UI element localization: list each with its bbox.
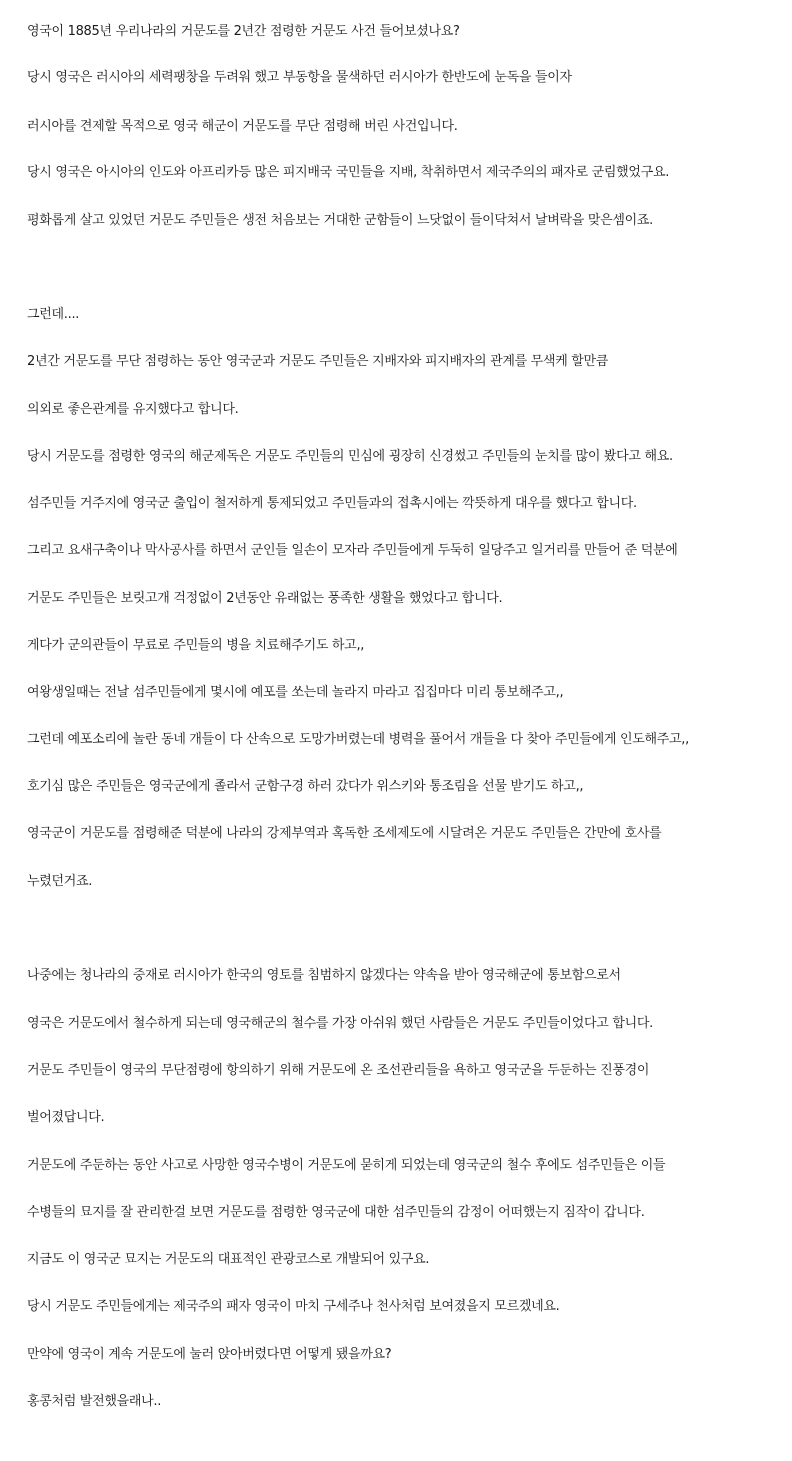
- paragraph-line: 평화롭게 살고 있었던 거문도 주민들은 생전 처음보는 거대한 군함들이 느닷없이 들이닥쳐서 날벼락을 맞은셈이죠.: [27, 213, 653, 228]
- paragraph-line: 지금도 이 영국군 묘지는 거문도의 대표적인 관광코스로 개발되어 있구요.: [27, 1252, 430, 1267]
- paragraph-line: 호기심 많은 주민들은 영국군에게 졸라서 군함구경 하러 갔다가 위스키와 통조림을 선물 받기도 하고,,: [27, 779, 584, 794]
- paragraph-line: 러시아를 견제할 목적으로 영국 해군이 거문도를 무단 점령해 버린 사건입니다.: [27, 119, 458, 134]
- paragraph-line: 거문도 주민들이 영국의 무단점령에 항의하기 위해 거문도에 온 조선관리들을 욕하고 영국군을 두둔하는 진풍경이: [27, 1063, 650, 1078]
- paragraph-line: 나중에는 청나라의 중재로 러시아가 한국의 영토를 침범하지 않겠다는 약속을 받아 영국해군에 통보함으로서: [27, 968, 621, 983]
- paragraph-line: 그런데....: [27, 307, 80, 322]
- paragraph-line: 거문도에 주둔하는 동안 사고로 사망한 영국수병이 거문도에 묻히게 되었는데 영국군의 철수 후에도 섬주민들은 이들: [27, 1158, 666, 1173]
- paragraph-line: 당시 영국은 러시아의 세력팽창을 두려워 했고 부동항을 물색하던 러시아가 한반도에 눈독을 들이자: [27, 70, 572, 85]
- paragraph-line: 당시 영국은 아시아의 인도와 아프리카등 많은 피지배국 국민들을 지배, 착취하면서 제국주의의 패자로 군림했었구요.: [27, 165, 670, 180]
- paragraph-line: 당시 거문도를 점령한 영국의 해군제독은 거문도 주민들의 민심에 굉장히 신경썼고 주민들의 눈치를 많이 봤다고 해요.: [27, 449, 673, 464]
- paragraph-line: 수병들의 묘지를 잘 관리한걸 보면 거문도를 점령한 영국군에 대한 섬주민들의 감정이 어떠했는지 짐작이 갑니다.: [27, 1205, 645, 1220]
- paragraph-line: 그런데 예포소리에 놀란 동네 개들이 다 산속으로 도망가버렸는데 병력을 풀어서 개들을 다 찾아 주민들에게 인도해주고,,: [27, 732, 689, 747]
- paragraph-line: 의외로 좋은관계를 유지했다고 합니다.: [27, 402, 239, 417]
- paragraph-line: 누렸던거죠.: [27, 874, 93, 889]
- paragraph-line: 섬주민들 거주지에 영국군 출입이 철저하게 통제되었고 주민들과의 접촉시에는 깍뜻하게 대우를 했다고 합니다.: [27, 496, 637, 511]
- paragraph-line: 영국은 거문도에서 철수하게 되는데 영국해군의 철수를 가장 아쉬워 했던 사람들은 거문도 주민들이었다고 합니다.: [27, 1016, 653, 1031]
- paragraph-line: 벌어졌답니다.: [27, 1110, 105, 1125]
- paragraph-line: 거문도 주민들은 보릿고개 걱정없이 2년동안 유래없는 풍족한 생활을 했었다고 합니다.: [27, 591, 503, 606]
- paragraph-line: 영국군이 거문도를 점령해준 덕분에 나라의 강제부역과 혹독한 조세제도에 시달려온 거문도 주민들은 간만에 호사를: [27, 826, 662, 841]
- paragraph-line: 여왕생일때는 전날 섬주민들에게 몇시에 예포를 쏘는데 놀라지 마라고 집집마다 미리 통보해주고,,: [27, 685, 564, 700]
- paragraph-line: 2년간 거문도를 무단 점령하는 동안 영국군과 거문도 주민들은 지배자와 피지배자의 관계를 무색케 할만큼: [27, 354, 609, 369]
- paragraph-line: 홍콩처럼 발전했을래나..: [27, 1394, 162, 1409]
- paragraph-line: 영국이 1885년 우리나라의 거문도를 2년간 점령한 거문도 사건 들어보셨나요?: [27, 24, 460, 39]
- paragraph-line: 그리고 요새구축이나 막사공사를 하면서 군인들 일손이 모자라 주민들에게 두둑히 일당주고 일거리를 만들어 준 덕분에: [27, 543, 678, 558]
- paragraph-line: 당시 거문도 주민들에게는 제국주의 패자 영국이 마치 구세주나 천사처럼 보여졌을지 모르겠네요.: [27, 1299, 560, 1314]
- paragraph-line: 게다가 군의관들이 무료로 주민들의 병을 치료해주기도 하고,,: [27, 638, 365, 653]
- paragraph-line: 만약에 영국이 계속 거문도에 눌러 앉아버렸다면 어떻게 됐을까요?: [27, 1347, 392, 1362]
